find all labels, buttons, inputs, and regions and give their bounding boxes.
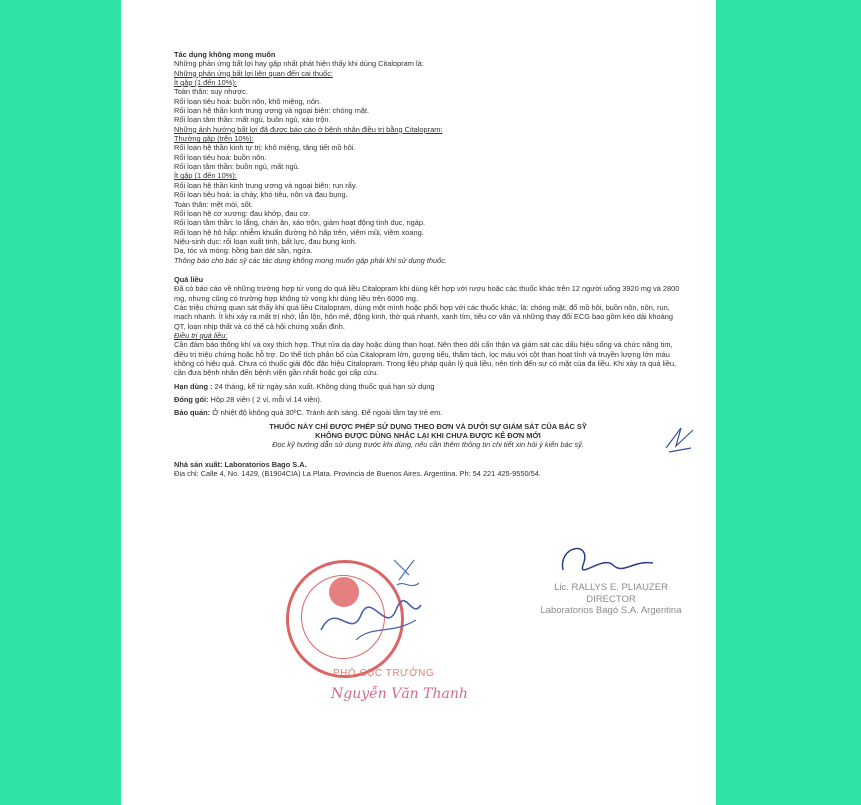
director-company: Laboratorios Bagó S.A. Argentina [540,605,682,616]
shelf-life-label: Hạn dùng : [174,381,213,391]
document-page [121,0,716,805]
director-block [521,582,701,617]
side-effects-heading: Tác dụng không mong muốn [174,50,276,59]
uncommon-heading-2: Ít gặp (1 đến 10%): [174,171,237,181]
list-item: Niệu-sinh dục: rối loạn xuất tinh, bất lực, đau bụng kinh. [174,236,357,246]
director-name: Lic. RALLYS E. PLIAUZER [554,582,668,593]
patients-heading: Những ảnh hưởng bất lợi đã được báo cáo ở bệnh nhân điều trị bằng Citalopram: [174,124,443,134]
list-item: Rối loạn hệ thần kinh trung ương và ngoại biên: chóng mặt. [174,106,370,116]
director-title: DIRECTOR [586,593,636,605]
list-item: Toàn thân: mệt mỏi, sốt. [174,199,253,209]
shelf-life-value: 24 tháng, kể từ ngày sản xuất. Không dùng thuốc quá hạn sử dụng [214,381,435,391]
manufacturer-name: Nhà sản xuất: Laboratorios Bago S.A. [174,459,307,469]
uncommon-heading-1: Ít gặp (1 đến 10%): [174,78,237,88]
list-item: Rối loạn tâm thần: mất ngủ, buồn ngủ, xáo trộn. [174,115,331,125]
prescription-warning: THUỐC NÀY CHỈ ĐƯỢC PHÉP SỬ DỤNG THEO ĐƠN VÀ DƯỚI SỰ GIÁM SÁT CỦA BÁC SỸ [269,421,587,431]
document-body [174,50,682,478]
storage-label: Bảo quản: [174,408,211,418]
packing [174,395,682,404]
storage-value: Ở nhiệt độ không quá 30ºC. Tránh ánh sáng. Để ngoài tầm tay trẻ em. [212,408,443,418]
list-item: Rối loạn tiêu hoá: buồn nôn, khô miệng, nôn. [174,96,322,106]
packing-label: Đóng gói: [174,395,209,405]
list-item: Rối loạn tiêu hoá: ỉa chảy, khó tiêu, nôn và đau bụng. [174,190,348,200]
initials-signature [389,555,424,595]
refill-warning: KHÔNG ĐƯỢC DÙNG NHẮC LẠI KHI CHƯA ĐƯỢC KÊ ĐƠN MỚI [315,431,541,441]
manufacturer-address: Địa chỉ: Calle 4, No. 1429, (B1904CIA) La Plata. Provincia de Buenos Aires. Argentina. Ph: 54 221 425-9550/54. [174,469,541,479]
read-instructions-note: Đọc kỹ hướng dẫn sử dụng trước khi dùng, nếu cần thêm thông tin chi tiết xin hỏi ý kiến bác sỹ. [272,440,584,450]
overdose-heading: Quá liều [174,274,204,284]
treatment-paragraph: Cần đảm bảo thông khí và oxy thích hợp. Thụt rửa dạ dày hoặc dùng than hoạt. Nên theo dõi cẩn thận và giám sát các dấu hiệu sống và chức năng tim, điều trị triệu chứng hoặc hỗ trợ. Do thể tích phân bố của Citalopram lớn, gượng tiểu, thẩm tách, lọc máu với cột than hoạt tính và truyền lượng lớn máu không có hiệu quả. Chưa có thuốc giải độc đặc hiệu Citalopram. Trong liệu pháp quản lý quá liều, nên tính đến sự có mặt của đa liều. Khi xảy ra quá liều, cần đưa bệnh nhân đến bệnh viện gần nhất hoặc gọi cấp cứu. [174,340,677,378]
list-item: Rối loạn hệ thần kinh trung ương và ngoại biên: run rẩy. [174,180,358,190]
packing-value: Hộp 28 viên ( 2 vỉ, mỗi vỉ 14 viên). [210,395,322,405]
side-effects-note: Thông báo cho bác sỹ các tác dụng không mong muốn gặp phải khi sử dụng thuốc. [174,255,447,265]
margin-initials [661,418,701,458]
shelf-life [174,382,682,391]
list-item: Rối loạn tâm thần: lo lắng, chán ăn, xáo trộn, giảm hoạt động tình dục, ngáp. [174,218,426,228]
treatment-heading: Điều trị quá liều: [174,330,228,340]
storage [174,408,682,417]
official-name: Nguyễn Văn Thanh [331,686,468,702]
director-signature [553,535,663,585]
list-item: Da, tóc và móng: hồng ban dát sần, ngứa. [174,246,313,256]
overdose-paragraph-2: Các triệu chứng quan sát thấy khi quá liều Citalopram, dùng một mình hoặc phối hợp với các thuốc khác, là: chóng mặt, đổ mồ hôi, buồn nôn, nôn, run, mạch nhanh. Ít khi xảy ra mất trí nhớ, lẫn lộn, hôn mê, động kinh, thở quá nhanh, xanh tím, tiêu cơ vân và những thay đổi ECG bao gồm kéo dài khoảng QT, loạn nhịp thất và có thể cả hội chứng xoắn đỉnh. [174,302,673,331]
list-item: Rối loạn tâm thần: buồn ngủ, mất ngủ. [174,162,300,172]
official-signature [316,590,426,650]
common-heading: Thường gặp (trên 10%): [174,134,254,144]
list-item: Toàn thân: suy nhược. [174,87,248,97]
list-item: Rối loạn tiêu hoá: buồn nôn. [174,152,267,162]
list-item: Rối loạn hệ thần kinh tự trị: khô miệng, tăng tiết mồ hôi. [174,143,356,153]
list-item: Rối loạn hệ hô hấp: nhiễm khuẩn đường hô hấp trên, viêm mũi, viêm xoang. [174,227,424,237]
side-effects-intro: Những phản ứng bất lợi hay gặp nhất phát hiện thấy khi dùng Citalopram là: [174,59,424,69]
list-item: Rối loạn hệ cơ xương: đau khớp, đau cơ. [174,208,311,218]
overdose-paragraph-1: Đã có báo cáo về những trường hợp tử vong do quá liều Citalopram khi dùng kết hợp với rượu hoặc các thuốc khác trên 12 người uống 3920 mg và 2800 mg, nhưng cũng có trường hợp không tử vong khi dùng liều trên 6000 mg. [174,284,680,303]
official-title: PHÓ CỤC TRƯỞNG [333,668,435,679]
withdrawal-heading: Những phản ứng bất lợi liên quan đến cai thuốc: [174,68,333,78]
